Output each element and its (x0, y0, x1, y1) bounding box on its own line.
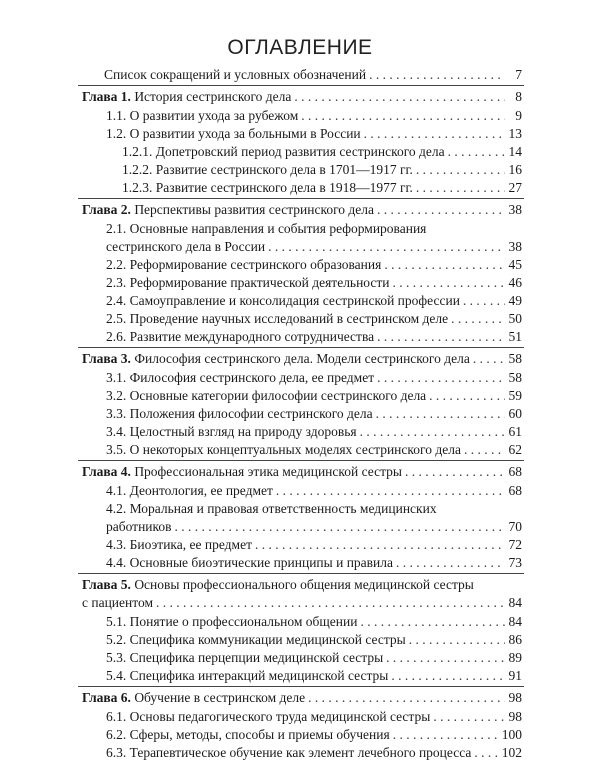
toc-entry-3-2[interactable]: 3.2. Основные категории философии сестринского дела . . . 59 (106, 387, 522, 405)
section-divider (78, 347, 524, 348)
toc-entry-2-3[interactable]: 2.3. Реформирование практической деятельности . . . 46 (106, 274, 522, 292)
section-divider (78, 85, 524, 86)
toc-chapter-2[interactable]: Глава 2. Перспективы развития сестринского дела . . . 38 (82, 201, 522, 219)
toc-chapter-3[interactable]: Глава 3. Философия сестринского дела. Модели сестринского дела . . . 58 (82, 350, 522, 368)
toc-entry-3-5[interactable]: 3.5. О некоторых концептуальных моделях сестринского дела . . . 62 (106, 441, 522, 459)
toc-entry-1-1[interactable]: 1.1. О развитии ухода за рубежом . . . 9 (106, 107, 522, 125)
toc-entry-1-2[interactable]: 1.2. О развитии ухода за больными в России . . . 13 (106, 125, 522, 143)
toc-entry-2-5[interactable]: 2.5. Проведение научных исследований в сестринском деле . . . 50 (106, 310, 522, 328)
toc-entry-2-1[interactable]: 2.1. Основные направления и события реформирования сестринского дела в России . . . 38 (106, 220, 522, 255)
toc-entry-5-2[interactable]: 5.2. Специфика коммуникации медицинской сестры . . . 86 (106, 631, 522, 649)
toc-entry-3-4[interactable]: 3.4. Целостный взгляд на природу здоровья . . . 61 (106, 423, 522, 441)
toc-chapter-5[interactable]: Глава 5. Основы профессионального общения медицинской сестры с пациентом . . . 84 (82, 576, 522, 611)
toc-entry-5-3[interactable]: 5.3. Специфика перцепции медицинской сестры . . . 89 (106, 649, 522, 667)
toc-entry-4-4[interactable]: 4.4. Основные биоэтические принципы и правила . . . 73 (106, 554, 522, 572)
toc-entry-4-3[interactable]: 4.3. Биоэтика, ее предмет . . . 72 (106, 536, 522, 554)
toc-chapter-4[interactable]: Глава 4. Профессиональная этика медицинской сестры . . . 68 (82, 463, 522, 481)
section-divider (78, 198, 524, 199)
toc-entry-abbreviations[interactable]: Список сокращений и условных обозначений . . . 7 (104, 66, 522, 84)
toc-entry-1-2-1[interactable]: 1.2.1. Допетровский период развития сестринского дела . . . 14 (122, 143, 522, 161)
toc-entry-1-2-2[interactable]: 1.2.2. Развитие сестринского дела в 1701—1917 гг. . . . 16 (122, 161, 522, 179)
page-title: ОГЛАВЛЕНИЕ (227, 36, 373, 59)
toc-chapter-1[interactable]: Глава 1. История сестринского дела . . . 8 (82, 88, 522, 106)
toc-entry-3-1[interactable]: 3.1. Философия сестринского дела, ее предмет . . . 58 (106, 369, 522, 387)
toc-entry-4-2[interactable]: 4.2. Моральная и правовая ответственность медицинских работников . . . 70 (106, 500, 522, 535)
toc-entry-2-6[interactable]: 2.6. Развитие международного сотрудничества . . . 51 (106, 328, 522, 346)
toc-entry-6-1[interactable]: 6.1. Основы педагогического труда медицинской сестры . . . 98 (106, 708, 522, 726)
toc-entry-2-2[interactable]: 2.2. Реформирование сестринского образования . . . 45 (106, 256, 522, 274)
section-divider (78, 573, 524, 574)
toc-entry-6-2[interactable]: 6.2. Сферы, методы, способы и приемы обучения . . . 100 (106, 726, 522, 744)
toc-entry-4-1[interactable]: 4.1. Деонтология, ее предмет . . . 68 (106, 482, 522, 500)
toc-entry-6-3[interactable]: 6.3. Терапевтическое обучение как элемент лечебного процесса . . . 102 (106, 744, 522, 762)
toc-entry-2-4[interactable]: 2.4. Самоуправление и консолидация сестринской профессии . . . 49 (106, 292, 522, 310)
toc-chapter-6[interactable]: Глава 6. Обучение в сестринском деле . . . 98 (82, 689, 522, 707)
toc-entry-5-4[interactable]: 5.4. Специфика интеракций медицинской сестры . . . 91 (106, 667, 522, 685)
section-divider (78, 460, 524, 461)
section-divider (78, 686, 524, 687)
toc-entry-5-1[interactable]: 5.1. Понятие о профессиональном общении . . . 84 (106, 613, 522, 631)
toc-entry-3-3[interactable]: 3.3. Положения философии сестринского дела . . . 60 (106, 405, 522, 423)
toc-entry-1-2-3[interactable]: 1.2.3. Развитие сестринского дела в 1918—1977 гг. . . . 27 (122, 179, 522, 197)
